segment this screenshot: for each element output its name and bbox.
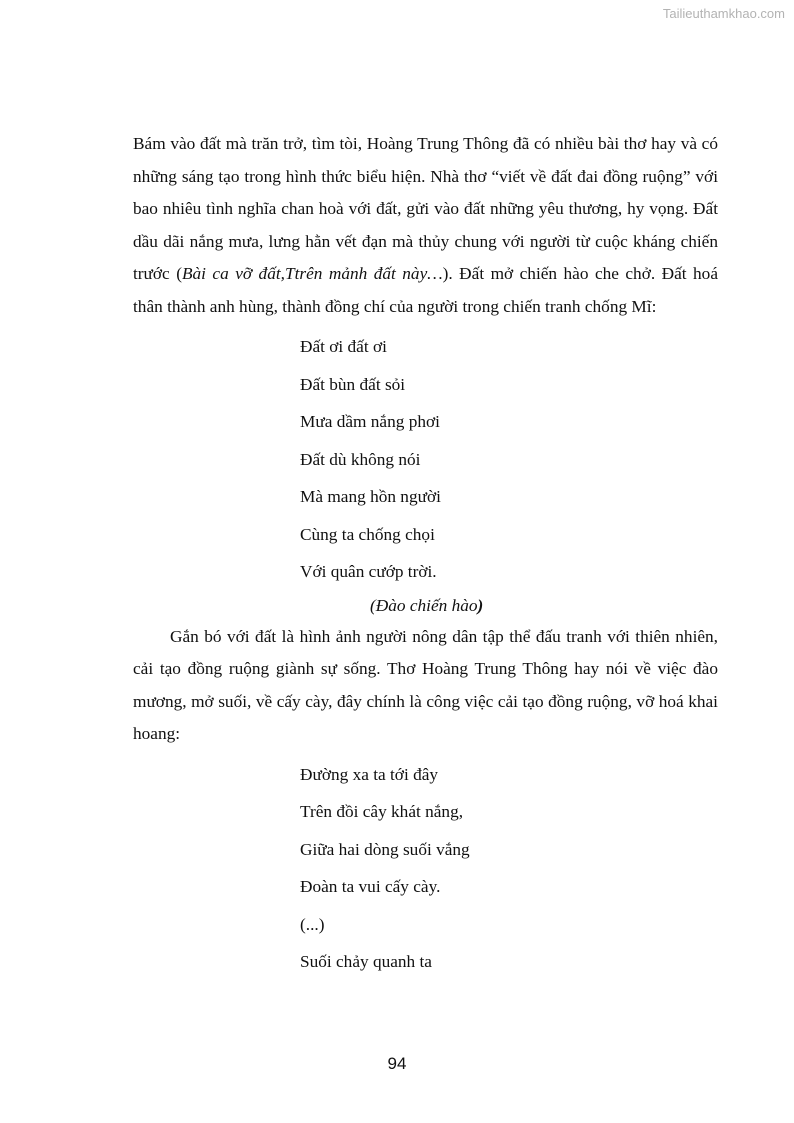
page-number: 94 [387,1054,407,1073]
poem-line: Mưa dầm nắng phơi [300,412,440,431]
poem-line: Mà mang hồn người [300,487,441,506]
poem-line: Suối chảy quanh ta [300,952,432,971]
poem-attribution-title: (Đào chiến hào [370,595,478,615]
paragraph-1-text-end: ). Đất mở chiến hào che chở. Đất hoá thân thành anh hùng, thành đồng chí của người trong chiến tranh chống Mĩ: [133,264,718,316]
poem-attribution-close: ) [477,595,484,615]
poem-line: Với quân cướp trời. [300,562,437,581]
paragraph-1-italic-titles: Bài ca vỡ đất,Ttrên mảnh đất này… [181,264,443,283]
watermark: Tailieuthamkhao.com [662,6,785,21]
poem-line: Cùng ta chống chọi [300,524,435,544]
poem-line: (...) [300,914,325,934]
poem-line: Đường xa ta tới đây [300,764,439,784]
poem-line: Đất bùn đất sỏi [300,374,406,394]
paragraph-1-text: Bám vào đất mà trăn trở, tìm tòi, Hoàng Trung Thông đã có nhiều bài thơ hay và có những sáng tạo trong hình thức biểu hiện. Nhà thơ “viết về đất đai đồng ruộng” với bao nhiêu tình nghĩa chan hoà với đất, gửi vào đất những yêu thương, hy vọng. Đất dầu dãi nắng mưa, lưng hằn vết đạn mà thủy chung với người từ cuộc kháng chiến trước ( [133,134,718,283]
poem-excerpt-1 [300,328,718,591]
paragraph-2: Gắn bó với đất là hình ảnh người nông dân tập thể đấu tranh với thiên nhiên, cải tạo đồng ruộng giành sự sống. Thơ Hoàng Trung Thông hay nói về việc đào mương, mở suối, về cấy cày, đây chính là công việc cải tạo đồng ruộng, vỡ hoá khai hoang: [133,626,718,743]
poem-excerpt-2 [300,756,718,981]
document-body [133,128,718,981]
poem-line: Đất dù không nói [300,449,421,469]
poem-line: Đoàn ta vui cấy cày. [300,877,441,896]
poem-attribution [133,591,718,621]
poem-line: Trên đồi cây khát nắng, [300,802,464,821]
paragraph-1 [133,128,718,323]
poem-line: Giữa hai dòng suối vắng [300,839,470,859]
poem-line: Đất ơi đất ơi [300,337,387,356]
